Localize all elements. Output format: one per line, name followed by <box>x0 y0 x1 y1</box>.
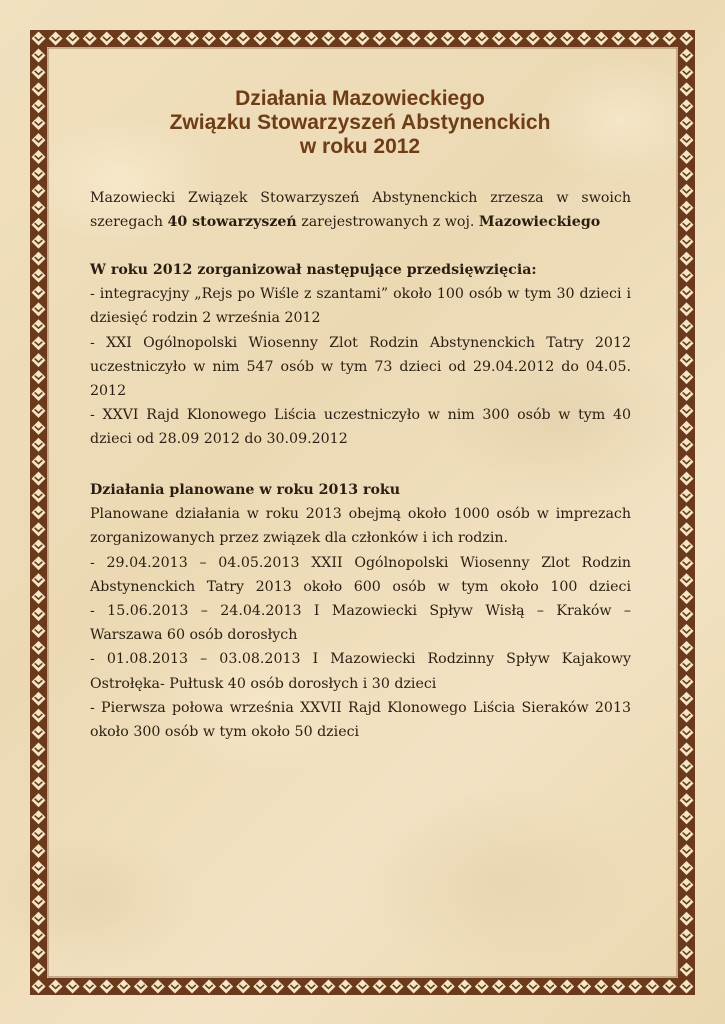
plan-2013-line: Warszawa 60 osób dorosłych <box>90 627 298 644</box>
plan-2013-line: Abstynenckich Tatry 2013 około 600 osób w tym około 100 dzieci <box>90 578 631 595</box>
event-2012-line: - XXVI Rajd Klonowego Liścia uczestniczyło w nim 300 osób w tym 40 <box>90 407 631 424</box>
plan-2013-line: - Pierwsza połowa września XXVII Rajd Klonowego Liścia Sieraków 2013 <box>90 699 631 716</box>
plans-2013-heading: Działania planowane w roku 2013 roku <box>90 482 401 498</box>
event-2012-line: 2012 <box>90 383 127 400</box>
plan-2013-line: Planowane działania w roku 2013 obejmą około 1000 osób w imprezach <box>90 506 631 523</box>
plan-2013-line: około 300 osób w tym około 50 dzieci <box>90 724 360 741</box>
plan-2013-line: - 01.08.2013 – 03.08.2013 I Mazowiecki Rodzinny Spływ Kajakowy <box>90 651 631 668</box>
stowarzyszen-count: 40 stowarzyszeń <box>167 214 297 231</box>
plans-2013-section <box>90 478 631 744</box>
plan-2013-line: - 29.04.2013 – 04.05.2013 XXII Ogólnopolski Wiosenny Zlot Rodzin <box>90 554 631 571</box>
intro-paragraph <box>90 186 631 234</box>
plan-2013-line: - 15.06.2013 – 24.04.2013 I Mazowiecki Spływ Wisłą – Kraków – <box>90 603 631 620</box>
intro-line-1: Mazowiecki Związek Stowarzyszeń Abstynenckich zrzesza w swoich <box>90 190 631 206</box>
event-2012-line: dziesięć rodzin 2 września 2012 <box>90 310 321 327</box>
events-2012-section <box>90 258 631 452</box>
events-2012-heading: W roku 2012 zorganizował następujące przedsięwzięcia: <box>90 262 537 278</box>
voivodeship-name: Mazowieckiego <box>478 214 601 231</box>
title-line-3: w roku 2012 <box>299 135 421 158</box>
title-line-1: Działania Mazowieckiego <box>235 87 485 110</box>
intro-line-2: szeregach 40 stowarzyszeń zarejestrowanych z woj. Mazowieckiego <box>90 214 601 231</box>
event-2012-line: - integracyjny „Rejs po Wiśle z szantami” około 100 osób w tym 30 dzieci i <box>90 286 631 303</box>
plan-2013-line: Ostrołęka- Pułtusk 40 osób dorosłych i 30 dzieci <box>90 675 437 692</box>
title-line-2: Związku Stowarzyszeń Abstynenckich <box>169 111 551 134</box>
event-2012-line: - XXI Ogólnopolski Wiosenny Zlot Rodzin Abstynenckich Tatry 2012 <box>90 334 631 351</box>
event-2012-line: uczestniczyło w nim 547 osób w tym 73 dzieci od 29.04.2012 do 04.05. <box>90 358 631 375</box>
plan-2013-line: zorganizowanych przez związek dla członków i ich rodzin. <box>90 530 509 547</box>
document-title <box>60 87 660 159</box>
event-2012-line: dzieci od 28.09 2012 do 30.09.2012 <box>90 431 348 448</box>
